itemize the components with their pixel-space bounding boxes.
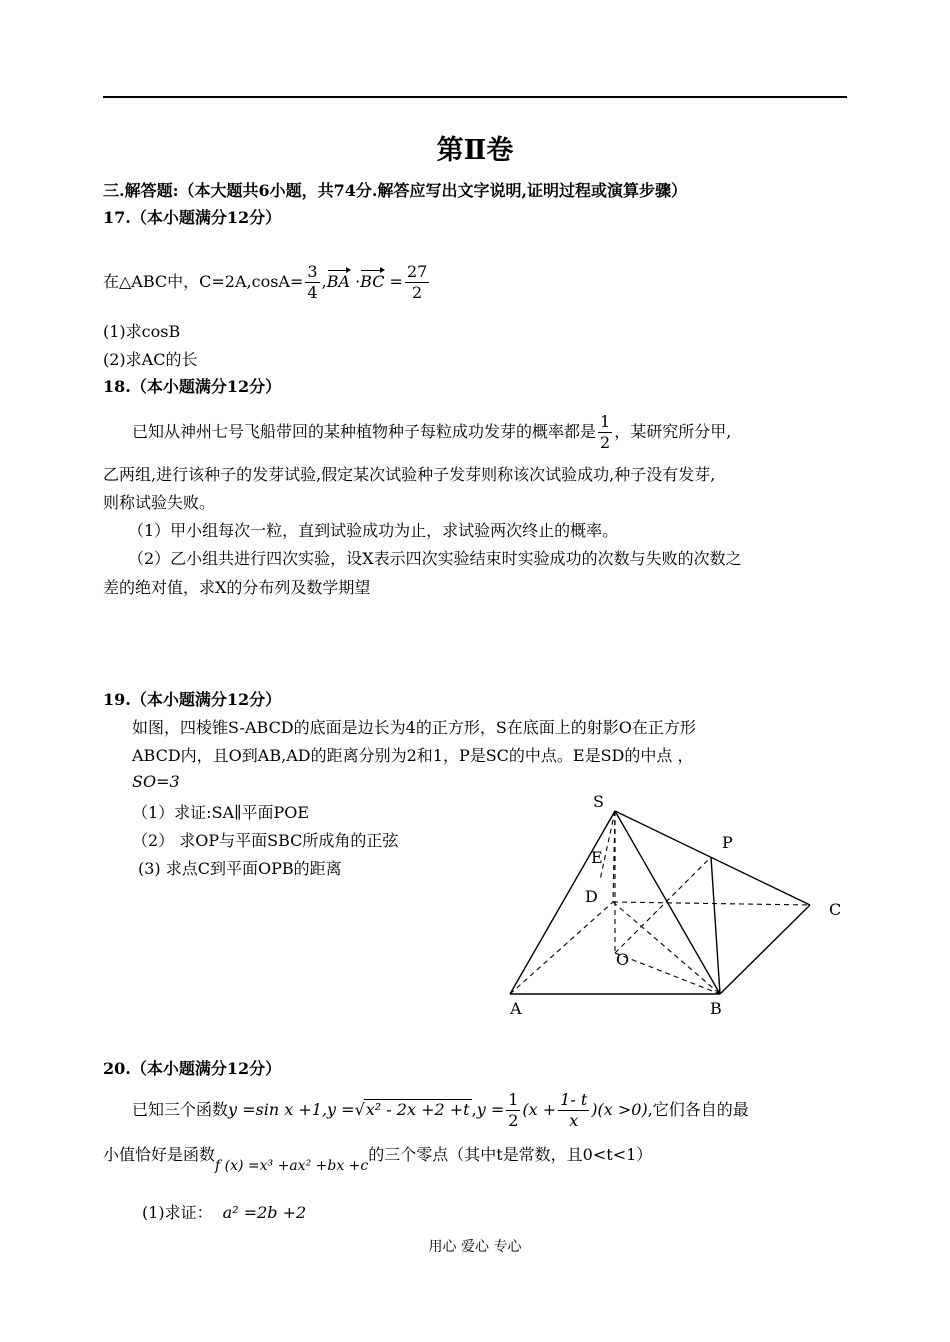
q20-line2: 小值恰好是函数f (x) =x³ +ax² +bx +c的三个零点（其中t是常数，且0<t<1） [103,1145,653,1174]
q20-line1: 已知三个函数y =sin x +1,y =√x² - 2x +2 +t ,y = $\frac{1}{2}$ (x + $\frac{1- t}{x}$ )(x >0),它们各自的最 [132,1090,749,1130]
q18-part1: （1）甲小组每次一粒，直到试验成功为止，求试验两次终止的概率。 [128,521,619,540]
segment-SE [600,811,615,880]
q18-line2: 乙两组,进行该种子的发芽试验,假定某次试验种子发芽则称该次试验成功,种子没有发芽, [103,465,716,484]
q17-stem-prefix: 在△ABC中，C=2A,cosA= [103,272,304,291]
diagonal-DB [613,902,720,994]
label-S: S [593,792,604,811]
q19-line1: 如图，四棱锥S-ABCD的底面是边长为4的正方形，S在底面上的射影O在正方形 [132,718,696,737]
edge-SC [615,811,810,905]
label-D: D [585,887,598,906]
probability-fraction: $\frac{1}{2}$ [600,412,611,452]
section-heading: 三.解答题:（本大题共6小题，共74分.解答应写出文字说明,证明过程或演算步骤） [103,181,688,200]
q18-line3: 则称试验失败。 [103,493,216,512]
q18-part2-line1: （2）乙小组共进行四次实验，设X表示四次实验结束时实验成功的次数与失败的次数之 [128,549,742,568]
polynomial-fx: f (x) =x³ +ax² +bx +c [215,1158,369,1174]
q20-part1-equation: a² =2b +2 [222,1203,307,1222]
page-footer: 用心 爱心 专心 [428,1239,522,1255]
vector-ba: BA [326,272,350,291]
q18-line1: 已知从神州七号飞船带回的某种植物种子每粒成功发芽的概率都是 $\frac{1}{2}$ ，某研究所分甲, [132,412,732,452]
q19-heading: 19.（本小题满分12分） [103,690,282,709]
q18-heading: 18.（本小题满分12分） [103,377,282,396]
edge-SA [510,811,615,994]
q17-part2: (2)求AC的长 [103,350,198,369]
edge-DC [613,902,810,905]
q19-part1: （1）求证:SA∥平面POE [132,803,310,822]
one-minus-t-fraction: $\frac{1- t}{x}$ [560,1090,588,1130]
q18-part2-line2: 差的绝对值，求X的分布列及数学期望 [103,578,371,597]
q20-heading: 20.（本小题满分12分） [103,1059,282,1078]
label-E: E [591,848,603,867]
function-1: y =sin x +1, [228,1100,328,1119]
q19-part2: （2） 求OP与平面SBC所成角的正弦 [132,831,399,850]
q19-line3: SO=3 [132,772,180,791]
half-fraction: $\frac{1}{2}$ [508,1090,519,1130]
q19-part3: (3) 求点C到平面OPB的距离 [138,859,342,878]
q17-heading: 17.（本小题满分12分） [103,208,282,227]
q20-part1: (1)求证： a² =2b +2 [142,1203,307,1222]
vector-bc: BC [360,272,385,291]
label-P: P [722,833,733,852]
label-C: C [829,900,842,919]
page-title: 第Ⅱ卷 [436,135,514,166]
dot-fraction: $\frac{27}{2}$ [406,262,428,302]
segment-BP [711,857,720,994]
label-B: B [710,999,722,1018]
label-A: A [510,999,522,1018]
edge-AD [510,902,613,994]
q19-line2: ABCD内，且O到AB,AD的距离分别为2和1，P是SC的中点。E是SD的中点 ， [132,746,694,765]
pyramid-figure [495,785,860,1025]
q17-part1: (1)求cosB [103,322,181,341]
label-O: O [616,950,630,969]
q17-stem: 在△ABC中，C=2A,cosA= $\frac{3}{4}$ ,BA ·BC = $\frac{27}{2}$ [103,262,428,302]
segment-OB [615,953,720,994]
edge-BC [720,905,810,994]
segment-OP [615,857,711,953]
top-rule [103,96,847,98]
cosA-fraction: $\frac{3}{4}$ [307,262,318,302]
function-2-radicand: x² - 2x +2 +t [365,1100,470,1119]
